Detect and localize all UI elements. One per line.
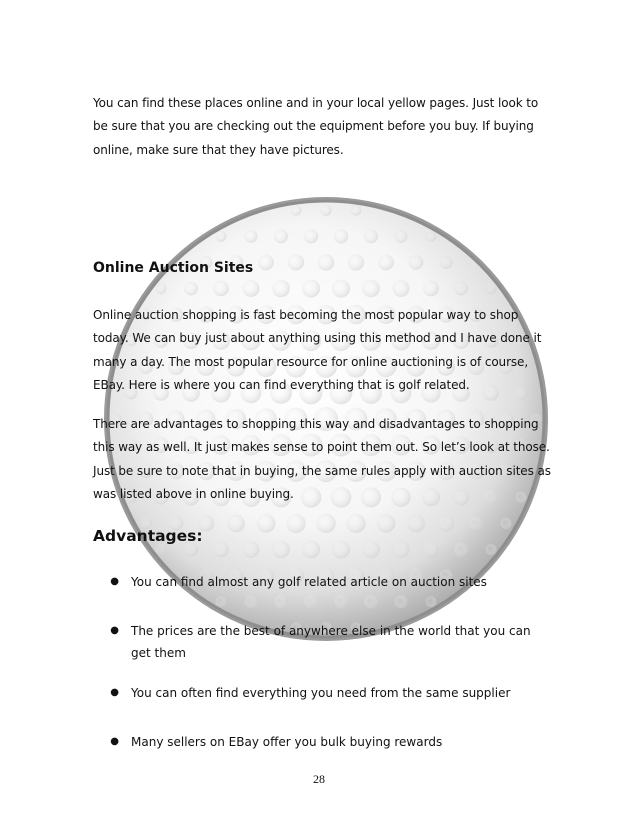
golf-ball-dimple <box>377 514 396 533</box>
golf-ball-dimple <box>213 281 229 297</box>
golf-ball-dimple <box>364 229 378 243</box>
golf-ball-dimple <box>469 516 483 530</box>
golf-ball-dimple <box>227 515 245 533</box>
golf-ball-dimple <box>213 542 229 558</box>
advantages-heading: Advantages: <box>93 527 203 545</box>
bullet-icon: ● <box>110 736 119 747</box>
golf-ball-dimple <box>320 205 331 216</box>
golf-ball-dimple <box>216 231 227 242</box>
list-item-text: You can find almost any golf related article on auction sites <box>131 575 487 589</box>
golf-ball-dimple <box>304 595 318 609</box>
list-item-text: The prices are the best of anywhere else in the world that you can get them <box>131 624 531 660</box>
golf-ball-dimple <box>216 596 227 607</box>
page-number: 28 <box>313 772 325 786</box>
list-item <box>93 571 553 593</box>
bullet-icon: ● <box>110 576 119 587</box>
golf-ball-dimple <box>362 280 380 298</box>
golf-ball-dimple <box>272 280 290 298</box>
golf-ball-dimple <box>395 230 408 243</box>
auction-paragraph-2: There are advantages to shopping this way and disadvantages to shopping this way as well. It just makes sense to point them out. So let’s look at those. Just be sure to note that in buying, the same rules apply with auction sites as was listed above in online buying. <box>93 417 551 502</box>
intro-paragraph: You can find these places online and in your local yellow pages. Just look to be sure that you are checking out the equipment before you buy. If buying online, make sure that they have pictures. <box>93 96 539 157</box>
list-item <box>93 620 553 664</box>
golf-ball-dimple <box>364 595 378 609</box>
golf-ball-dimple <box>393 280 410 297</box>
golf-ball-dimple <box>409 255 424 270</box>
golf-ball-dimple <box>395 595 408 608</box>
golf-ball-dimple <box>245 230 258 243</box>
list-item-text: You can often find everything you need from the same supplier <box>131 686 511 700</box>
golf-ball-dimple <box>486 283 497 294</box>
bullet-icon: ● <box>110 625 119 636</box>
golf-ball-dimple <box>332 279 350 297</box>
golf-ball-dimple <box>243 280 260 297</box>
golf-ball-dimple <box>500 518 511 529</box>
golf-ball-dimple <box>257 514 276 533</box>
golf-ball-dimple <box>348 254 364 270</box>
golf-ball-dimple <box>454 282 468 296</box>
golf-ball-dimple <box>486 544 497 555</box>
golf-ball-dimple <box>258 255 274 271</box>
golf-ball-dimple <box>316 514 336 534</box>
golf-ball-dimple <box>184 282 198 296</box>
list-item-text: Many sellers on EBay offer you bulk buying rewards <box>131 735 443 749</box>
golf-ball-dimple <box>288 254 304 270</box>
golf-ball-dimple <box>245 595 258 608</box>
golf-ball-dimple <box>423 281 439 297</box>
auction-paragraph-1: Online auction shopping is fast becoming the most popular way to shop today. We can buy just about anything using this method and I have done it many a day. The most popular resource for online auctioning is of course, EBay. Here is where you can find everything that is golf related. <box>93 308 542 393</box>
golf-ball-dimple <box>272 541 290 559</box>
bullet-icon: ● <box>110 687 119 698</box>
golf-ball-dimple <box>304 229 318 243</box>
golf-ball-dimple <box>440 256 453 269</box>
golf-ball-dimple <box>351 205 362 216</box>
golf-ball-dimple <box>243 541 260 558</box>
golf-ball-dimple <box>438 515 454 531</box>
golf-ball-dimple <box>407 515 425 533</box>
golf-ball-dimple <box>286 514 305 533</box>
golf-ball-dimple <box>334 229 348 243</box>
golf-ball-dimple <box>274 595 288 609</box>
list-item <box>93 682 553 704</box>
golf-ball-dimple <box>318 254 334 270</box>
golf-ball-dimple <box>362 541 380 559</box>
online-auction-sites-heading: Online Auction Sites <box>93 260 254 276</box>
golf-ball-dimple <box>156 283 167 294</box>
golf-ball-dimple <box>426 596 437 607</box>
golf-ball-dimple <box>454 543 468 557</box>
golf-ball-dimple <box>423 542 439 558</box>
golf-ball-dimple <box>334 595 348 609</box>
golf-ball-dimple <box>302 540 320 558</box>
golf-ball-dimple <box>332 540 350 558</box>
golf-ball-dimple <box>393 541 410 558</box>
golf-ball-dimple <box>274 229 288 243</box>
golf-ball-dimple <box>378 255 394 271</box>
golf-ball-dimple <box>302 279 320 297</box>
golf-ball-dimple <box>291 205 302 216</box>
list-item <box>93 731 553 753</box>
golf-ball-dimple <box>426 231 437 242</box>
golf-ball-dimple <box>346 514 365 533</box>
